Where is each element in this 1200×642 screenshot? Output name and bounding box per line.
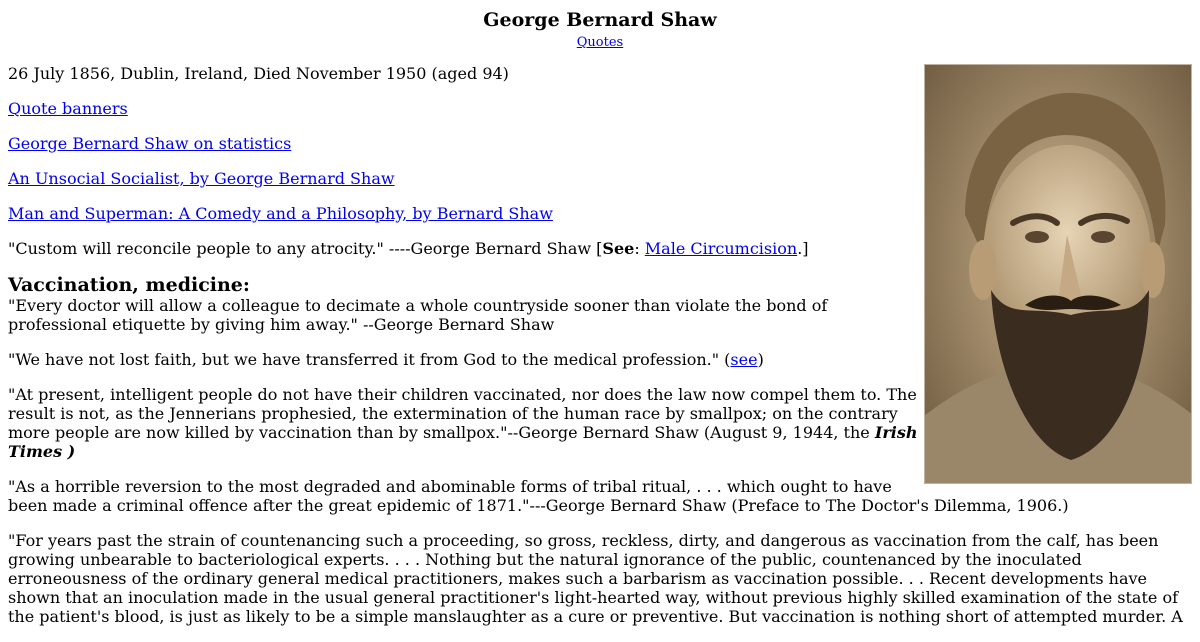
link-man-and-superman[interactable]: Man and Superman: A Comedy and a Philosophy, by Bernard Shaw — [8, 204, 553, 223]
portrait-photo-icon — [925, 65, 1192, 484]
custom-quote-end: .] — [797, 239, 809, 258]
bio-text: 26 July 1856, Dublin, Ireland, Died November 1950 (aged 94) — [8, 64, 509, 83]
link-quote-banners[interactable]: Quote banners — [8, 99, 128, 118]
page-title: George Bernard Shaw — [483, 9, 717, 31]
link-shaw-statistics[interactable]: George Bernard Shaw on statistics — [8, 134, 292, 153]
main-content — [8, 64, 1192, 642]
quote-faith-end: ) — [757, 350, 764, 369]
portrait-image — [924, 64, 1192, 484]
quote-doctor-colleague: "Every doctor will allow a colleague to decimate a whole countryside sooner than violate the bond of professional etiquette by giving him away." --George Bernard Shaw — [8, 296, 828, 334]
see-colon: : — [634, 239, 645, 258]
quote-for-years-past: "For years past the strain of countenancing such a proceeding, so gross, reckless, dirty, and dangerous as vaccination from the calf, has been growing unbearable to bacteriological experts. . . . Nothing but the natural ignorance of the public, countenanced by the inoculated erroneousness of the ordinary general medical practitioners, makes such a barbarism as vaccination possible. . . Recent developments have shown that an inoculation made in the usual general practitioner's light-hearted way, without previous highly skilled examination of the state of the patient's blood, is just as likely to be a simple manslaughter as a cure or preventive. But vaccination is nothing short of attempted murder. A — [8, 531, 1183, 626]
custom-quote-text: "Custom will reconcile people to any atrocity." ----George Bernard Shaw [ — [8, 239, 603, 258]
quote-irish-times: Irish Times ) — [8, 423, 918, 461]
quote-faith-text: "We have not lost faith, but we have transferred it from God to the medical profession." ( — [8, 350, 731, 369]
quote-horrible-reversion: "As a horrible reversion to the most degraded and abominable forms of tribal ritual, . . . which ought to have been made a criminal offence after the great epidemic of 1871."---George Bernard Shaw (Preface to The Doctor's Dilemma, 1906.) — [8, 477, 1069, 515]
see-label: See — [602, 239, 635, 258]
link-male-circumcision[interactable]: Male Circumcision — [644, 239, 798, 258]
link-unsocial-socialist[interactable]: An Unsocial Socialist, by George Bernard Shaw — [8, 169, 395, 188]
quote-at-present-text: "At present, intelligent people do not have their children vaccinated, nor does the law now compel them to. The result is not, as the Jennerians prophesied, the extermination of the human race by smallpox; on the contrary more people are now killed by vaccination than by smallpox."--George Bernard Shaw (August 9, 1944, the — [8, 385, 917, 442]
link-see[interactable]: see — [730, 350, 758, 369]
page-header — [0, 9, 1200, 51]
quotes-link[interactable]: Quotes — [576, 35, 624, 50]
section-heading-vaccination: Vaccination, medicine: — [8, 274, 250, 296]
